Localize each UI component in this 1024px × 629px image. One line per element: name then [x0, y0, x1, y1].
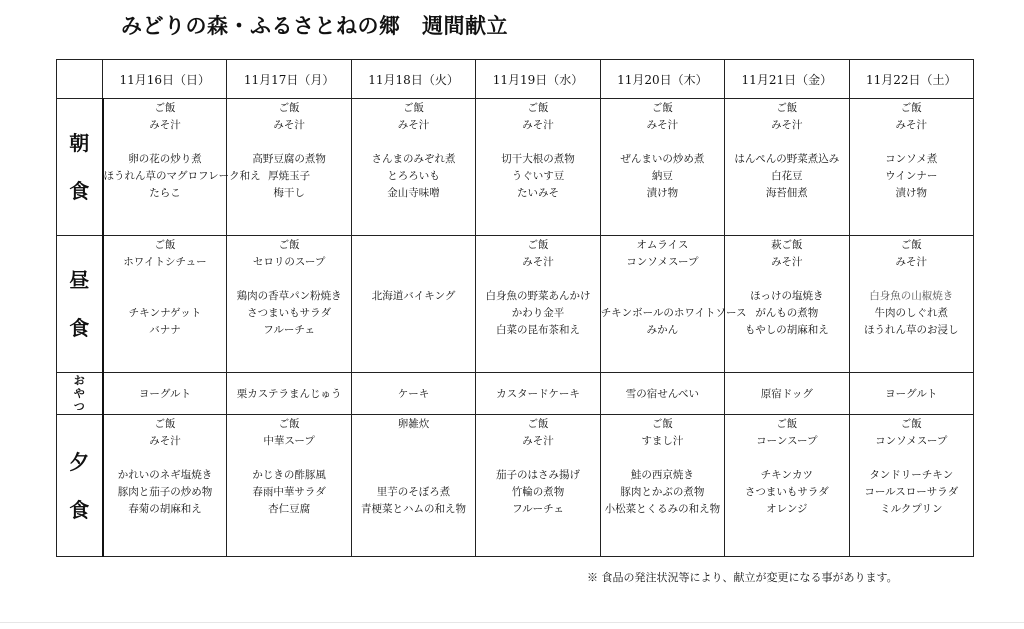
menu-item: チキンカツ	[760, 469, 814, 481]
menu-item: 海苔佃煮	[765, 187, 808, 199]
menu-item: うぐいす豆	[511, 170, 565, 182]
menu-item: 白身魚の山椒焼き	[869, 290, 954, 302]
menu-item: かわり金平	[511, 307, 565, 319]
snack-cell: 原宿ドッグ	[725, 373, 849, 415]
menu-item: 切干大根の煮物	[501, 153, 575, 165]
snack-cell: 栗カステラまんじゅう	[227, 373, 351, 415]
page-title: みどりの森・ふるさとねの郷 週間献立	[121, 13, 508, 38]
menu-item: 白花豆	[771, 170, 803, 182]
menu-item: みそ汁	[522, 256, 554, 268]
change-notice: ※ 食品の発注状況等により、献立が変更になる事があります。	[587, 571, 898, 584]
menu-item: がんもの煮物	[755, 307, 819, 319]
menu-item: タンドリーチキン	[869, 469, 954, 481]
bottom-divider	[0, 622, 1024, 623]
lunch-cell	[725, 236, 849, 373]
menu-item: みそ汁	[895, 119, 928, 131]
menu-item: 厚焼玉子	[268, 170, 311, 182]
day-header: 11月22日（土）	[849, 60, 973, 99]
menu-item: かじきの酢豚風	[252, 469, 326, 481]
menu-item: 北海道バイキング	[371, 290, 456, 302]
breakfast-cell	[103, 99, 261, 236]
day-header: 11月19日（水）	[476, 60, 600, 99]
menu-item: 漬け物	[646, 187, 679, 199]
dinner-cell	[103, 415, 227, 557]
menu-item: コンソメスープ	[626, 256, 699, 268]
menu-item: チキンボールのホワイトソース	[600, 307, 747, 319]
menu-item: ご飯	[527, 102, 549, 114]
snack-cell: ヨーグルト	[103, 373, 227, 415]
date-header-row	[57, 60, 974, 99]
menu-item: フルーチェ	[263, 324, 316, 336]
menu-item: ご飯	[278, 102, 300, 114]
menu-item: 白菜の昆布茶和え	[495, 324, 580, 336]
lunch-cell	[849, 236, 973, 373]
menu-item: かれいのネギ塩焼き	[117, 469, 213, 481]
menu-item: すまし汁	[641, 435, 684, 447]
menu-item: ミルクプリン	[880, 503, 943, 515]
menu-item: 卵の花の炒り煮	[128, 153, 202, 165]
menu-item: 中華スープ	[263, 435, 315, 447]
dinner-label: 夕 食	[57, 415, 103, 557]
menu-item: ご飯	[527, 239, 549, 251]
day-header: 11月18日（火）	[351, 60, 475, 99]
menu-item: みそ汁	[149, 435, 181, 447]
day-header: 11月21日（金）	[725, 60, 849, 99]
menu-item: ほっけの塩焼き	[750, 290, 824, 302]
menu-item: ご飯	[900, 239, 922, 251]
menu-item: 竹輪の煮物	[511, 486, 565, 498]
breakfast-cell	[849, 99, 973, 236]
menu-item: ご飯	[278, 239, 300, 251]
menu-item: とろろいも	[387, 170, 440, 182]
day-header: 11月17日（月）	[227, 60, 351, 99]
menu-item: コールスローサラダ	[864, 486, 959, 498]
menu-item: みそ汁	[771, 256, 803, 268]
menu-item: ご飯	[154, 239, 176, 251]
breakfast-row	[57, 99, 974, 236]
menu-item: ご飯	[403, 102, 425, 114]
menu-item: ほうれん草のお浸し	[864, 324, 959, 336]
menu-item: 納豆	[651, 170, 673, 182]
menu-item: 小松菜とくるみの和え物	[604, 503, 721, 515]
menu-item: みかん	[646, 324, 679, 336]
menu-item: 豚肉と茄子の炒め物	[117, 486, 213, 498]
dinner-cell	[600, 415, 724, 557]
breakfast-cell	[600, 99, 724, 236]
breakfast-cell	[725, 99, 849, 236]
lunch-row	[57, 236, 974, 373]
corner-cell	[57, 60, 103, 99]
menu-item: みそ汁	[895, 256, 928, 268]
menu-item: 白身魚の野菜あんかけ	[485, 290, 591, 302]
lunch-cell	[600, 236, 747, 373]
menu-item: 茄子のはさみ揚げ	[495, 469, 580, 481]
menu-item: みそ汁	[149, 119, 181, 131]
menu-item: フルーチェ	[512, 503, 564, 515]
menu-item: ご飯	[527, 418, 549, 430]
snack-cell: ケーキ	[351, 373, 475, 415]
dinner-cell	[849, 415, 973, 557]
lunch-cell	[351, 236, 475, 373]
menu-item: 高野豆腐の煮物	[252, 153, 326, 165]
menu-item: みそ汁	[522, 435, 554, 447]
menu-item: ご飯	[900, 102, 922, 114]
lunch-cell	[227, 236, 351, 373]
menu-item: 豚肉とかぶの煮物	[620, 486, 705, 498]
snack-cell: 雪の宿せんべい	[600, 373, 724, 415]
breakfast-label: 朝 食	[57, 99, 103, 236]
lunch-label: 昼 食	[57, 236, 103, 373]
snack-cell: ヨーグルト	[849, 373, 973, 415]
menu-item: ご飯	[776, 418, 798, 430]
menu-item: みそ汁	[522, 119, 554, 131]
menu-item: みそ汁	[273, 119, 305, 131]
dinner-cell	[351, 415, 475, 557]
menu-item: みそ汁	[646, 119, 679, 131]
breakfast-cell	[351, 99, 475, 236]
menu-item: ご飯	[278, 418, 300, 430]
snack-label: お や つ	[57, 373, 103, 415]
menu-item: コンソメ煮	[885, 153, 938, 165]
menu-item: セロリのスープ	[252, 256, 326, 268]
menu-item: チキンナゲット	[128, 307, 202, 319]
menu-item: 春菊の胡麻和え	[128, 503, 202, 515]
menu-item: ご飯	[154, 102, 176, 114]
menu-item: コンソメスープ	[875, 435, 948, 447]
menu-item: ご飯	[154, 418, 176, 430]
menu-item: ご飯	[651, 102, 673, 114]
menu-item: はんぺんの野菜煮込み	[734, 153, 840, 165]
breakfast-cell	[476, 99, 600, 236]
menu-item: コーンスープ	[756, 435, 818, 447]
menu-item: みそ汁	[397, 119, 430, 131]
menu-item: ご飯	[651, 418, 673, 430]
menu-item: さんまのみぞれ煮	[371, 153, 456, 165]
day-header: 11月16日（日）	[103, 60, 227, 99]
dinner-cell	[227, 415, 351, 557]
snack-row	[57, 373, 974, 415]
menu-item: 牛肉のしぐれ煮	[874, 307, 949, 319]
menu-item: たらこ	[149, 187, 181, 199]
dinner-row	[57, 415, 974, 557]
menu-item: ご飯	[776, 102, 798, 114]
menu-item: バナナ	[149, 324, 181, 336]
menu-item: 里芋のそぼろ煮	[376, 486, 451, 498]
breakfast-cell	[227, 99, 351, 236]
lunch-cell	[476, 236, 600, 373]
menu-item: 鶏肉の香草パン粉焼き	[236, 290, 342, 302]
menu-item: 萩ご飯	[771, 239, 803, 251]
dinner-cell	[725, 415, 849, 557]
menu-item: オレンジ	[766, 503, 808, 515]
snack-cell: カスタードケーキ	[476, 373, 600, 415]
day-header: 11月20日（木）	[600, 60, 724, 99]
menu-item: もやしの胡麻和え	[744, 324, 829, 336]
menu-item: ウインナー	[885, 170, 938, 182]
menu-item: 卵雑炊	[397, 418, 430, 430]
menu-item: 青梗菜とハムの和え物	[361, 503, 467, 515]
lunch-cell	[103, 236, 227, 373]
weekly-menu-table	[56, 59, 974, 557]
menu-item: さつまいもサラダ	[744, 486, 829, 498]
menu-item: 春雨中華サラダ	[252, 486, 326, 498]
menu-item: たいみそ	[516, 187, 559, 199]
menu-item: 鮭の西京焼き	[630, 469, 694, 481]
menu-item: 漬け物	[895, 187, 928, 199]
menu-item: みそ汁	[771, 119, 803, 131]
menu-item: ほうれん草のマグロフレーク和え	[103, 170, 261, 182]
menu-item: さつまいもサラダ	[247, 307, 332, 319]
menu-item: ぜんまいの炒め煮	[620, 153, 705, 165]
menu-item: オムライス	[636, 239, 689, 251]
dinner-cell	[476, 415, 600, 557]
menu-item: ご飯	[900, 418, 922, 430]
menu-item: 金山寺味噌	[387, 187, 440, 199]
menu-item: ホワイトシチュー	[123, 256, 207, 268]
menu-item: 杏仁豆腐	[268, 503, 311, 515]
menu-item: 梅干し	[273, 187, 305, 199]
